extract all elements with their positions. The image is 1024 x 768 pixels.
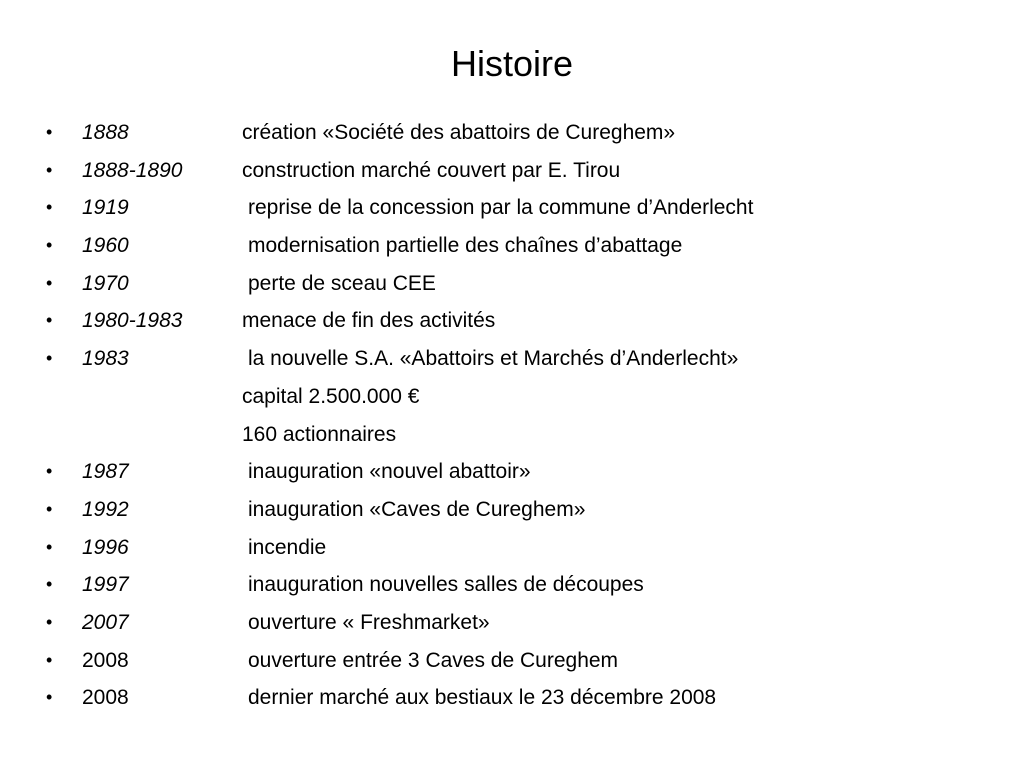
bullet-icon: • — [46, 122, 53, 142]
timeline-item — [46, 114, 1006, 152]
bullet-icon: • — [46, 574, 53, 595]
timeline-item — [46, 491, 1006, 529]
bullet-icon: • — [46, 536, 53, 557]
timeline-text: ouverture entrée 3 Caves de Cureghem — [248, 648, 619, 672]
timeline-item — [46, 265, 1006, 303]
timeline-year: 1997 — [82, 573, 129, 597]
timeline-year: 1987 — [82, 460, 129, 484]
timeline-year: 2008 — [82, 648, 129, 672]
bullet-icon: • — [46, 348, 53, 369]
bullet-icon: • — [46, 687, 53, 708]
timeline-continuation — [46, 378, 1006, 416]
timeline-item — [46, 566, 1006, 604]
bullet-icon: • — [46, 272, 53, 293]
bullet-icon: • — [46, 649, 53, 670]
bullet-icon: • — [46, 197, 53, 218]
timeline-year: 1970 — [82, 271, 129, 295]
bullet-icon: • — [46, 235, 53, 256]
timeline-year: 2007 — [82, 610, 129, 634]
timeline-item — [46, 453, 1006, 491]
timeline-item — [46, 604, 1006, 642]
timeline-year: 1992 — [82, 497, 129, 521]
timeline-year: 1919 — [82, 196, 129, 220]
bullet-icon: • — [46, 611, 53, 632]
timeline-year: 1960 — [82, 234, 129, 258]
timeline-text: modernisation partielle des chaînes d’abattage — [248, 234, 683, 258]
timeline-item — [46, 529, 1006, 567]
timeline-year: 1983 — [82, 347, 129, 371]
timeline-year: 1996 — [82, 535, 129, 559]
bullet-icon: • — [46, 310, 53, 331]
timeline-year: 2008 — [82, 686, 129, 710]
timeline-text: capital 2.500.000 € — [242, 384, 420, 408]
timeline-text: dernier marché aux bestiaux le 23 décembre 2008 — [248, 686, 717, 710]
timeline-text: construction marché couvert par E. Tirou — [242, 158, 621, 182]
timeline-year: 1888 — [82, 121, 129, 144]
timeline-item — [46, 227, 1006, 265]
timeline-item — [46, 189, 1006, 227]
timeline-year: 1888-1890 — [82, 158, 183, 182]
timeline-text: reprise de la concession par la commune d’Anderlecht — [248, 196, 754, 220]
timeline-item — [46, 642, 1006, 680]
bullet-icon: • — [46, 159, 53, 180]
timeline-item — [46, 302, 1006, 340]
timeline-item — [46, 679, 1006, 717]
bullet-icon: • — [46, 461, 53, 482]
timeline-text: incendie — [248, 535, 327, 559]
slide-title: Histoire — [450, 43, 574, 84]
timeline-text: création «Société des abattoirs de Cureghem» — [242, 121, 676, 144]
timeline-text: perte de sceau CEE — [248, 271, 436, 295]
timeline-item — [46, 340, 1006, 378]
timeline-list — [46, 114, 1006, 717]
timeline-text: ouverture « Freshmarket» — [248, 610, 490, 634]
timeline-text: inauguration nouvelles salles de découpes — [248, 573, 644, 597]
timeline-text: inauguration «nouvel abattoir» — [248, 460, 531, 484]
timeline-text: inauguration «Caves de Cureghem» — [248, 497, 586, 521]
timeline-continuation — [46, 416, 1006, 454]
bullet-icon: • — [46, 498, 53, 519]
timeline-text: menace de fin des activités — [242, 309, 496, 333]
timeline-text: 160 actionnaires — [242, 422, 397, 446]
timeline-year: 1980-1983 — [82, 309, 183, 333]
timeline-text: la nouvelle S.A. «Abattoirs et Marchés d’Anderlecht» — [248, 347, 739, 371]
timeline-item — [46, 152, 1006, 190]
